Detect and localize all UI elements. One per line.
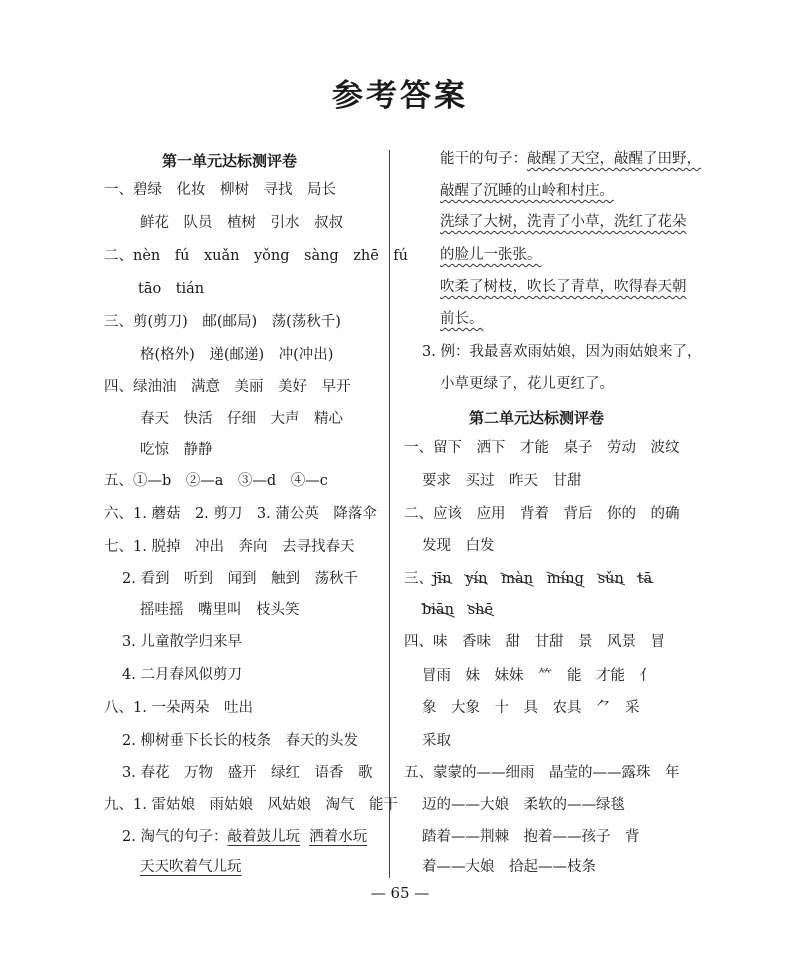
answer-line: 3. 例：我最喜欢雨姑娘，因为雨姑娘来了， <box>422 344 702 360</box>
answer-line: 要求 买过 昨天 甘甜 <box>422 473 582 489</box>
answer-line: 二、nèn fú xuǎn yǒng sàng zhē fú <box>104 248 408 264</box>
answer-line: 2. 柳树垂下长长的枝条 春天的头发 <box>122 733 358 749</box>
answer-line: 象 大象 十 具 农具 ⺈ 采 <box>422 700 640 716</box>
answer-line: 一、留下 洒下 才能 桌子 劳动 波纹 <box>404 440 680 456</box>
answer-line: 八、1. 一朵两朵 吐出 <box>104 700 253 716</box>
answer-line: 3. 儿童散学归来早 <box>122 634 242 650</box>
answer-line: 3. 春花 万物 盛开 绿红 语香 歌 <box>122 765 373 781</box>
answer-line: 吃惊 静静 <box>140 442 213 458</box>
answer-line: 2. 看到 听到 闻到 触到 荡秋千 <box>122 571 358 587</box>
answer-line: 一、碧绿 化妆 柳树 寻找 局长 <box>104 182 336 198</box>
answer-line <box>140 858 242 876</box>
struck-pinyin: màn <box>501 571 534 587</box>
answer-line: 三、剪(剪刀) 邮(邮局) 荡(荡秋千) <box>104 314 341 330</box>
struck-pinyin: sǔn <box>597 571 624 587</box>
answer-line: 四、绿油油 满意 美丽 美好 早开 <box>104 379 351 395</box>
answer-line: 迈的——大娘 柔软的——绿毯 <box>422 797 625 813</box>
wavy-underlined-answer: 敲醒了沉睡的山岭和村庄。 <box>440 183 614 199</box>
section-heading-unit1: 第一单元达标测评卷 <box>162 152 298 170</box>
answer-line: 春天 快活 仔细 大声 精心 <box>140 411 343 427</box>
wavy-underlined-answer: 的脸儿一张张。 <box>440 247 542 263</box>
answer-line: 四、味 香味 甜 甘甜 景 风景 冒 <box>404 634 665 650</box>
answer-line <box>422 601 493 619</box>
answer-line <box>122 828 367 846</box>
answer-line <box>440 182 614 200</box>
struck-pinyin: biān <box>422 602 454 618</box>
answer-line <box>440 310 484 328</box>
wavy-underlined-answer: 吹柔了树枝，吹长了青草，吹得春天朝 <box>440 279 687 295</box>
struck-pinyin: shē <box>467 602 494 618</box>
answer-line: 采取 <box>422 733 451 749</box>
underlined-answer: 敲着鼓儿玩 <box>227 829 300 845</box>
answer-line: tāo tián <box>138 281 205 297</box>
underlined-answer: 天天吹着气儿玩 <box>140 859 242 875</box>
answer-line: 踏着——荆棘 抱着——孩子 背 <box>422 829 640 845</box>
answer-line: 冒雨 妹 妹妹 ⺮ 能 才能 亻 <box>422 668 654 684</box>
answer-prefix: 2. 淘气的句子： <box>122 829 228 845</box>
answer-line: 着——大娘 拾起——枝条 <box>422 859 596 875</box>
answer-prefix: 能干的句子： <box>440 151 527 167</box>
answer-line <box>440 278 687 296</box>
underlined-answer: 洒着水玩 <box>309 829 368 845</box>
answer-line <box>404 570 652 588</box>
answer-prefix: 三、 <box>404 571 433 587</box>
answer-line: 二、应该 应用 背着 背后 你的 的确 <box>404 506 680 522</box>
struck-pinyin: yín <box>465 571 488 587</box>
answer-line: 格(格外) 递(邮递) 冲(冲出) <box>140 347 334 363</box>
answer-line: 九、1. 雷姑娘 雨姑娘 风姑娘 淘气 能干 <box>104 797 398 813</box>
page-title: 参考答案 <box>332 78 468 114</box>
answer-line: 鲜花 队员 植树 引水 叔叔 <box>140 215 343 231</box>
answer-line: 五、①—b ②—a ③—d ④—c <box>104 473 328 489</box>
answer-line: 摇哇摇 嘴里叫 枝头笑 <box>140 602 300 618</box>
answer-line <box>440 213 687 231</box>
struck-pinyin: tā <box>637 571 653 587</box>
answer-line: 五、蒙蒙的——细雨 晶莹的——露珠 年 <box>404 765 680 781</box>
answer-line: 六、1. 蘑菇 2. 剪刀 3. 蒲公英 降落伞 <box>104 506 377 522</box>
wavy-underlined-answer: 洗绿了大树，洗青了小草，洗红了花朵 <box>440 214 687 230</box>
answer-line <box>440 150 701 168</box>
answer-line: 小草更绿了，花儿更红了。 <box>440 376 614 392</box>
answer-line: 七、1. 脱掉 冲出 奔向 去寻找春天 <box>104 539 355 555</box>
section-heading-unit2: 第二单元达标测评卷 <box>469 409 605 427</box>
wavy-underlined-answer: 前长。 <box>440 311 484 327</box>
wavy-underlined-answer: 敲醒了天空，敲醒了田野， <box>527 151 701 167</box>
page-number: — 65 — <box>370 884 430 902</box>
struck-pinyin: míng <box>546 571 584 587</box>
answer-line: 4. 二月春风似剪刀 <box>122 667 242 683</box>
answer-line: 发现 白发 <box>422 538 495 554</box>
struck-pinyin: jīn <box>433 571 452 587</box>
answer-line <box>440 246 542 264</box>
